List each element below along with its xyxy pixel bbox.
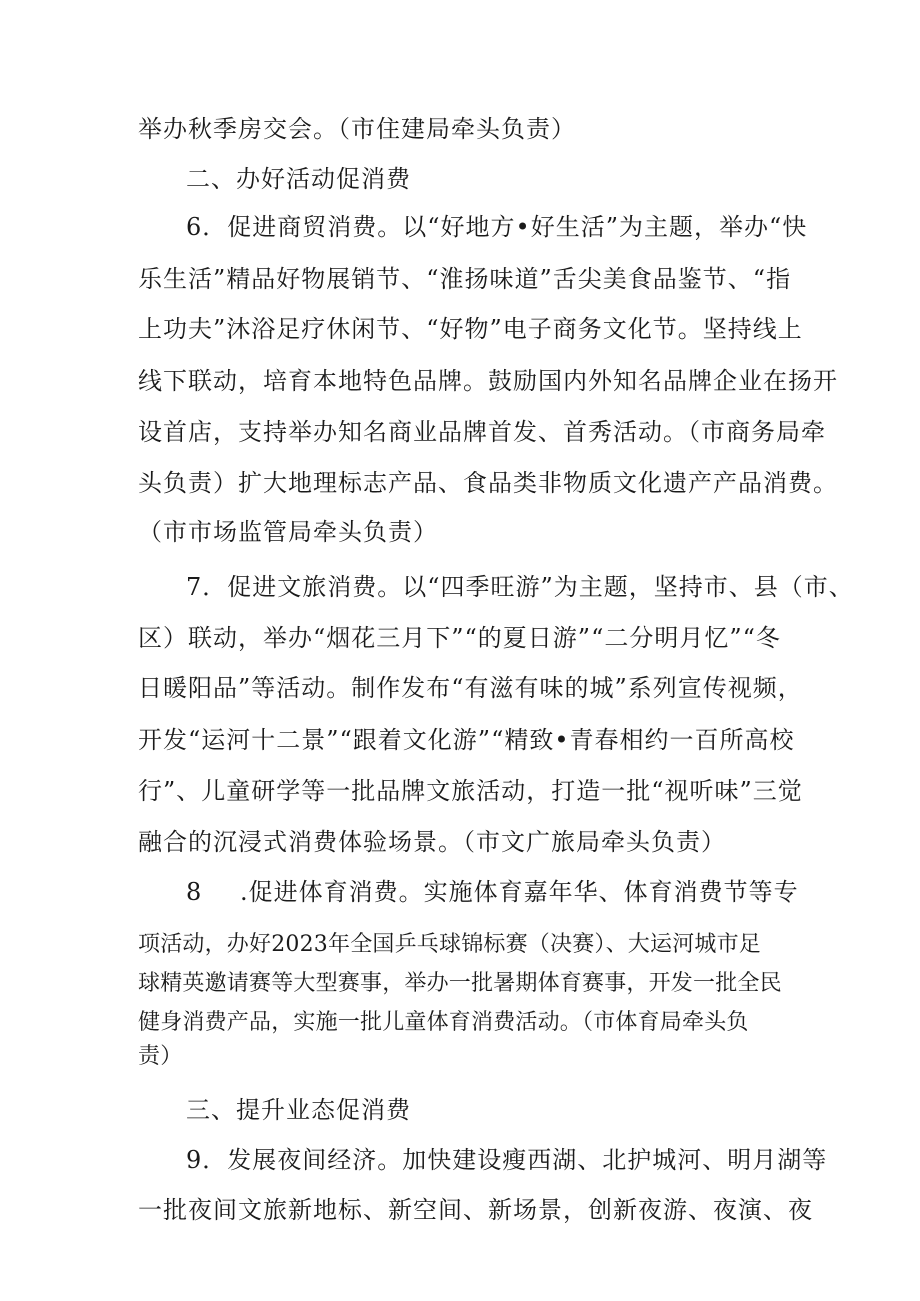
- paragraph-line: [186, 876, 799, 908]
- item-text: .促进体育消费。实施体育嘉年华、体育消费节等专: [240, 878, 799, 906]
- text-line: 举办秋季房交会。（市住建局牵头负责）: [138, 115, 576, 143]
- section-heading: 二、办好活动促消费: [186, 165, 411, 193]
- paragraph-line: 健身消费产品，实施一批儿童体育消费活动。（市体育局牵头负: [138, 1010, 749, 1035]
- paragraph-line: 9．发展夜间经济。加快建设瘦西湖、北护城河、明月湖等: [186, 1146, 828, 1174]
- item-number: 8: [186, 878, 203, 906]
- paragraph-line: 线下联动，培育本地特色品牌。鼓励国内外知名品牌企业在扬开: [138, 367, 838, 395]
- paragraph-line: 日暖阳品”等活动。制作发布“有滋有味的城”系列宣传视频，: [138, 674, 803, 702]
- paragraph-line: 一批夜间文旅新地标、新空间、新场景，创新夜游、夜演、夜: [138, 1196, 813, 1224]
- paragraph-line: 头负责）扩大地理标志产品、食品类非物质文化遗产产品消费。: [138, 469, 838, 497]
- paragraph-line: 责）: [138, 1044, 183, 1069]
- paragraph-line: 球精英邀请赛等大型赛事，举办一批暑期体育赛事，开发一批全民: [138, 971, 782, 996]
- paragraph-line: （市市场监管局牵头负责）: [138, 518, 438, 546]
- paragraph-line: 设首店，支持举办知名商业品牌首发、首秀活动。（市商务局牵: [138, 418, 826, 446]
- paragraph-line: 7．促进文旅消费。以“四季旺游”为主题，坚持市、县（市、: [186, 573, 854, 601]
- paragraph-line: 区）联动，举办“烟花三月下”“的夏日游”“二分明月忆”“冬: [138, 624, 781, 652]
- paragraph-line: 融合的沉浸式消费体验场景。（市文广旅局牵头负责）: [138, 828, 726, 856]
- paragraph-line: 开发“运河十二景”“跟着文化游”“精致•青春相约一百所高校: [138, 726, 795, 754]
- section-heading: 三、提升业态促消费: [186, 1096, 411, 1124]
- paragraph-line: 6．促进商贸消费。以“好地方•好生活”为主题，举办“快: [186, 213, 808, 241]
- paragraph-line: 乐生活”精品好物展销节、“淮扬味道”舌尖美食品鉴节、“指: [138, 265, 792, 293]
- paragraph-line: 行”、儿童研学等一批品牌文旅活动，打造一批“视听味”三觉: [138, 777, 803, 805]
- paragraph-line: 上功夫”沐浴足疗休闲节、“好物”电子商务文化节。坚持线上: [138, 315, 803, 343]
- paragraph-line: 项活动，办好2023年全国乒乓球锦标赛（决赛）、大运河城市足: [138, 932, 761, 957]
